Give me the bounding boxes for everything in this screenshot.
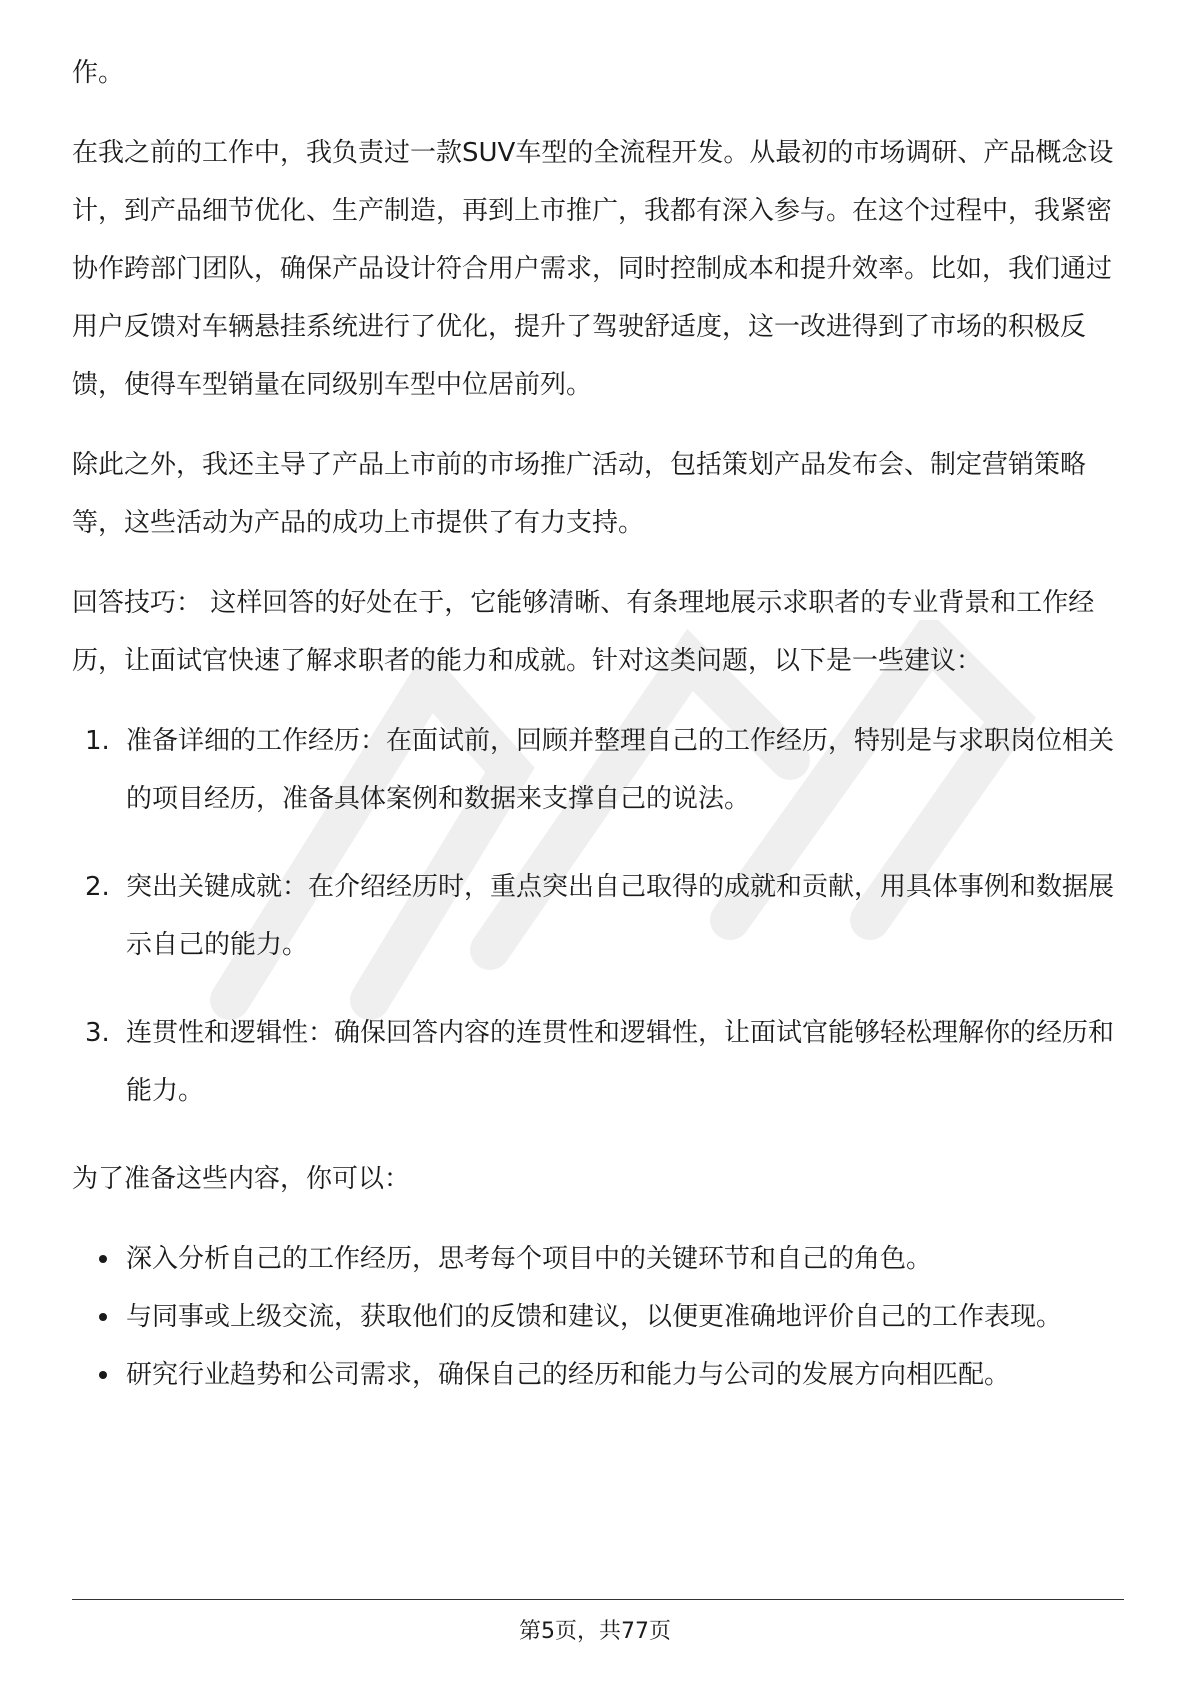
document-body [72, 44, 1122, 1404]
bullet-item: 深入分析自己的工作经历，思考每个项目中的关键环节和自己的角色。 [72, 1230, 1122, 1288]
page-number: 第5页，共77页 [519, 1619, 671, 1644]
bullet-list [72, 1230, 1122, 1404]
bullet-item: 研究行业趋势和公司需求，确保自己的经历和能力与公司的发展方向相匹配。 [72, 1346, 1122, 1404]
list-item-text: 准备详细的工作经历：在面试前，回顾并整理自己的工作经历，特别是与求职岗位相关的项目经历，准备具体案例和数据来支撑自己的说法。 [126, 726, 1115, 814]
paragraph-continuation: 作。 [72, 58, 125, 88]
list-item [72, 858, 1122, 974]
paragraph-marketing: 除此之外，我还主导了产品上市前的市场推广活动，包括策划产品发布会、制定营销策略等，这些活动为产品的成功上市提供了有力支持。 [72, 450, 1087, 538]
list-item [72, 712, 1122, 828]
list-number: 1. [85, 726, 110, 756]
paragraph-answer-tips: 回答技巧： 这样回答的好处在于，它能够清晰、有条理地展示求职者的专业背景和工作经历，让面试官快速了解求职者的能力和成就。针对这类问题，以下是一些建议： [72, 588, 1095, 676]
footer-divider [72, 1599, 1124, 1600]
paragraph-experience: 在我之前的工作中，我负责过一款SUV车型的全流程开发。从最初的市场调研、产品概念设计，到产品细节优化、生产制造，再到上市推广，我都有深入参与。在这个过程中，我紧密协作跨部门团队，确保产品设计符合用户需求，同时控制成本和提升效率。比如，我们通过用户反馈对车辆悬挂系统进行了优化，提升了驾驶舒适度，这一改进得到了市场的积极反馈，使得车型销量在同级别车型中位居前列。 [72, 138, 1114, 400]
list-item-text: 连贯性和逻辑性：确保回答内容的连贯性和逻辑性，让面试官能够轻松理解你的经历和能力。 [126, 1018, 1115, 1106]
tips-list [72, 712, 1122, 1120]
list-number: 3. [85, 1018, 110, 1048]
paragraph-intro: 为了准备这些内容，你可以： [72, 1164, 411, 1194]
list-number: 2. [85, 872, 110, 902]
bullet-item: 与同事或上级交流，获取他们的反馈和建议，以便更准确地评价自己的工作表现。 [72, 1288, 1122, 1346]
list-item [72, 1004, 1122, 1120]
list-item-text: 突出关键成就：在介绍经历时，重点突出自己取得的成就和贡献，用具体事例和数据展示自己的能力。 [126, 872, 1115, 960]
